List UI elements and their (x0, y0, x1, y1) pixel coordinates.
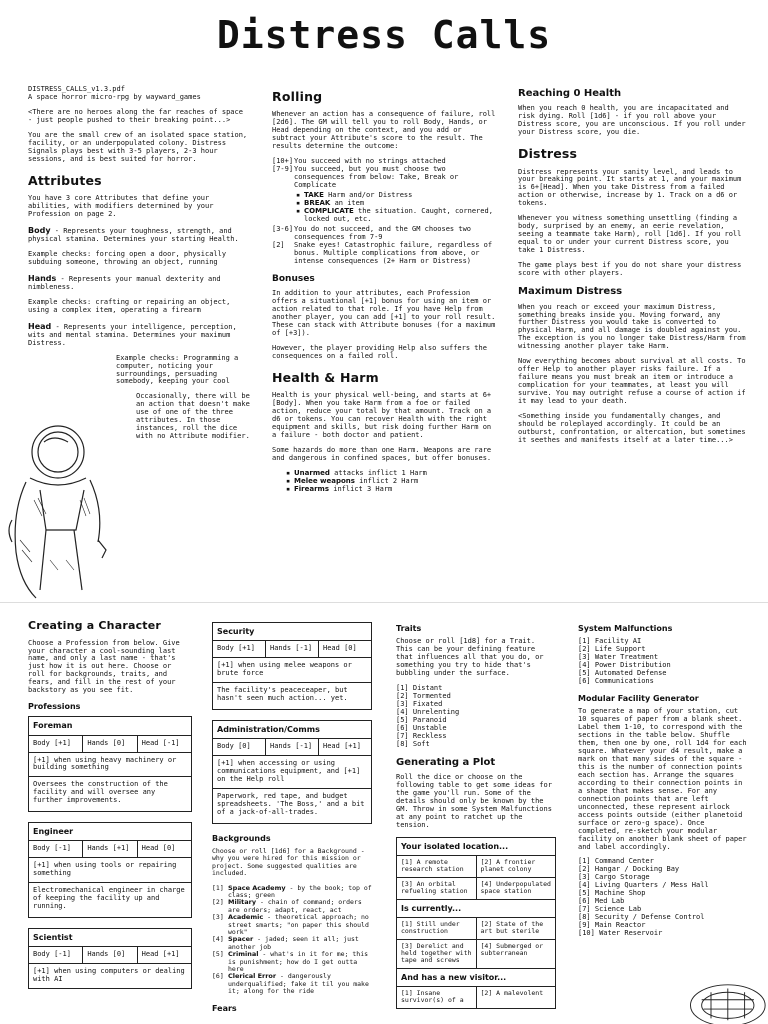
malfunction-item: [1] Facility AI (578, 637, 642, 646)
attributes-heading: Attributes (28, 172, 102, 188)
zero-health-heading: Reaching 0 Health (518, 88, 622, 99)
consequence-complicate: ▪ COMPLICATE the situation. Caught, cornered, locked out, etc. (296, 208, 496, 224)
weapon-list (286, 470, 496, 494)
health-heading: Health & Harm (272, 369, 379, 385)
weapon-unarmed: ▪ Unarmed attacks inflict 1 Harm (286, 470, 496, 478)
malfunctions-column (578, 618, 750, 938)
bonuses-paragraph-2: However, the player providing Help also suffers the consequences on a failed roll. (272, 343, 487, 360)
profession-name: Security (213, 623, 371, 641)
backgrounds-intro: Choose or roll [1d6] for a Background - why you were hired for this mission or project. Some suggested qualities are included. (212, 846, 365, 878)
body-example: Example checks: forcing open a door, physically subduing someone, throwing an object, running (28, 249, 227, 266)
page-title: Distress Calls (216, 13, 552, 57)
max-distress-heading: Maximum Distress (518, 286, 623, 298)
backgrounds-list (212, 885, 372, 996)
max-distress-paragraph-1: When you reach or exceed your maximum Distress, something breaks inside you. Moving forward, any further Distress you would take is converted to physical Harm, and all damage is doubled against you. The exception is you no longer take Distress/Harm from witnessing another player take Harm. (518, 302, 746, 351)
facility-item: [6] Med Lab (578, 897, 625, 906)
visitor-heading: And has a new visitor... (397, 969, 555, 987)
health-paragraph-1: Health is your physical well-being, and starts at 6+[Body]. When you take Harm from a foe or failed action, reduce your total by that amount. Track on a d6 or tokens. You can recover Health with the right equipment and skills, but risk doing further Harm on a failure - both doctor and patient. (272, 390, 492, 439)
spaceship-illustration (680, 968, 768, 1024)
intro-column (28, 86, 250, 448)
bonuses-paragraph-1: In addition to your attributes, each Profession offers a situational [+1] bonus for using an item or action related to that role. If you have Help from another player, you can add [+1] to your roll result. These can stack with Attribute bonuses (for a maximum of [+3]). (272, 288, 496, 337)
profession-security (212, 622, 372, 710)
profession-engineer (28, 822, 192, 918)
background-item: [1] Space Academy - by the book; top of class; green (212, 883, 372, 899)
rolling-heading: Rolling (272, 89, 323, 104)
location-heading: Your isolated location... (397, 838, 555, 856)
plot-paragraph: Roll the dice or choose on the following table to get some ideas for the game you'll run. Some of the details should only be known by the GM. Throw in some System Malfunctions at any point to ratchet up the tension. (396, 773, 552, 829)
profession-name: Administration/Comms (213, 721, 371, 739)
backgrounds-heading: Backgrounds (212, 833, 271, 843)
generator-paragraph: To generate a map of your station, cut 10 squares of paper from a blank sheet. Label them 1-10, to correspond with the sections in the table below. Shuffle them, then one by one, roll 1d4 for each square. Whatever your d4 result, make a mark on that many sides of the square - this is the number of connection points each section has. Arrange the squares according to their connection points in a shape that makes sense. For any connection points that are left unconnected, these represent airlock access points outside (either planetoid surface or zero-g space). Once completed, re-sketch your modular facility on another blank sheet of paper and label accordingly. (578, 707, 747, 851)
facility-item: [8] Security / Defense Control (578, 913, 705, 922)
trait-item: [4] Unrelenting (396, 707, 460, 716)
stat-body: Body [0] (213, 739, 266, 755)
outcome-7-9: [7-9] You succeed, but you must choose two consequences from below: Take, Break or Complicate (272, 165, 459, 189)
facility-item: [7] Science Lab (578, 905, 642, 914)
background-item: [2] Military - chain of command; orders are orders; adapt, react, act (212, 898, 362, 914)
consequence-break: ▪ BREAK an item (296, 200, 496, 208)
distress-paragraph-3: The game plays best if you do not share your distress score with other players. (518, 261, 742, 278)
stat-hands: Hands [-1] (266, 739, 319, 755)
facility-item: [3] Cargo Storage (578, 873, 650, 882)
profession-description: Paperwork, red tape, and budget spreadsheets. 'The Boss,' and a bit of a jack-of-all-trades. (217, 791, 365, 816)
distress-paragraph-2: Whenever you witness something unsettling (finding a body, surprised by an enemy, an eerie revelation, seeing a teammate take Harm), roll [1d6]. If you roll equal to or under your current Distress score, you take 1 Distress. (518, 214, 742, 255)
distress-paragraph-1: Distress represents your sanity level, and leads to your breaking point. It starts at 1, and your maximum is 6+[Head]. When you take Distress from a failed action or otherwise, increase by 1. Track on a d6 or tokens. (518, 167, 742, 208)
no-attribute-note: Occasionally, there will be an action that doesn't make use of one of the three attributes. In those instances, roll the dice with no Attribute modifier. (136, 392, 250, 441)
stat-body: Body [+1] (213, 641, 266, 657)
malfunction-item: [3] Water Treatment (578, 653, 659, 662)
page-divider (0, 602, 768, 603)
stat-body: Body [-1] (29, 841, 83, 857)
profession-description: Oversees the construction of the facility and will oversee any further improvements. (33, 780, 168, 805)
table-row: [1] Insane survivor(s) of a [2] A malevolent (397, 987, 555, 1008)
fears-heading: Fears (212, 1003, 237, 1013)
distress-column (518, 80, 746, 452)
byline: A space horror micro-rpg by wayward_games (28, 92, 201, 101)
profession-scientist (28, 928, 192, 989)
stat-head: Head [0] (323, 644, 357, 653)
outcome-3-6: [3-6] You do not succeed, and the GM chooses two consequences from 7-9 (272, 224, 472, 241)
weapon-melee: ▪ Melee weapons inflict 2 Harm (286, 478, 496, 486)
facility-list (578, 858, 750, 938)
trait-item: [2] Tormented (396, 691, 451, 700)
stat-hands: Hands [-1] (266, 641, 319, 657)
trait-item: [5] Paranoid (396, 715, 447, 724)
health-paragraph-2: Some hazards do more than one Harm. Weapons are rare and dangerous in confined spaces, but offer bonuses. (272, 445, 492, 462)
hands-attribute: Hands - Represents your manual dexterity and nimbleness. (28, 273, 221, 291)
trait-item: [7] Reckless (396, 731, 447, 740)
body-attribute: Body - Represents your toughness, strength, and physical stamina. Determines your starting Health. (28, 225, 239, 243)
consequence-take: ▪ TAKE Harm and/or Distress (296, 192, 496, 200)
plot-heading: Generating a Plot (396, 756, 496, 768)
profession-stats (29, 736, 191, 753)
stat-hands: Hands [+1] (83, 841, 137, 857)
table-row: [1] Still under construction [2] State of the art but sterile (397, 918, 555, 940)
stat-body: Body [-1] (29, 947, 83, 963)
facility-item: [1] Command Center (578, 857, 654, 866)
stat-hands: Hands [0] (83, 736, 137, 752)
malfunction-item: [2] Life Support (578, 645, 646, 654)
bonuses-heading: Bonuses (272, 273, 315, 284)
profession-description: Electromechanical engineer in charge of keeping the facility up and running. (33, 886, 185, 911)
malfunctions-list (578, 638, 750, 686)
stat-head: Head [+1] (323, 742, 361, 751)
max-distress-paragraph-2: Now everything becomes about survival at all costs. To offer Help to another player risks failure. If a failure means you must break an item or introduce a complication for your teammates, at least you will survive. You may outright refuse a course of action if it may lead to your death. (518, 357, 746, 406)
table-row: [3] Derelict and held together with tape and screws [4] Submerged or subterranean (397, 940, 555, 969)
malfunction-item: [6] Communications (578, 676, 654, 685)
background-item: [4] Spacer - jaded; seen it all; just another job (212, 935, 359, 951)
trait-item: [8] Soft (396, 739, 430, 748)
traits-list (396, 685, 556, 749)
stat-head: Head [+1] (141, 950, 180, 959)
head-example: Example checks: Programming a computer, noticing your surroundings, persuading somebody, keeping your cool (116, 353, 239, 386)
plot-table (396, 837, 556, 1009)
facility-item: [9] Main Reactor (578, 921, 646, 930)
profession-name: Engineer (29, 823, 191, 841)
traits-heading: Traits (396, 624, 422, 633)
facility-item: [10] Water Reservoir (578, 929, 663, 938)
malfunction-item: [4] Power Distribution (578, 661, 671, 670)
stat-body: Body [+1] (29, 736, 83, 752)
tagline: <There are no heroes along the far reaches of space - just people pushed to their breaking point...> (28, 107, 243, 124)
malfunctions-heading: System Malfunctions (578, 624, 673, 633)
roll-outcomes (272, 158, 496, 266)
max-distress-paragraph-3: <Something inside you fundamentally changes, and should be roleplayed accordingly. It could be an outburst, confrontation, or altercation, but sometimes it seethes and manifests itself at a later time...> (518, 412, 746, 445)
stat-head: Head [-1] (141, 738, 180, 747)
generator-heading: Modular Facility Generator (578, 693, 699, 703)
rolling-paragraph: Whenever an action has a consequence of failure, roll [2d6]. The GM will tell you to roll Body, Hands, or Head depending on the context, and you add or subtract your Attribute's score to the result. The results determine the outcome: (272, 110, 496, 151)
profession-stats (29, 841, 191, 858)
creating-column (28, 614, 192, 999)
profession-bonus: [+1] when using tools or repairing something (29, 858, 191, 883)
trait-item: [1] Distant (396, 683, 443, 692)
rolling-column (272, 80, 496, 496)
distress-heading: Distress (518, 146, 578, 162)
profession-name: Scientist (29, 929, 191, 947)
attributes-intro: You have 3 core Attributes that define your abilities, with modifiers determined by your Profession on page 2. (28, 194, 214, 218)
head-attribute: Head - Represents your intelligence, perception, wits and mental stamina. Determines your maximum Distress. (28, 321, 237, 347)
profession-stats (213, 641, 371, 658)
profession-stats (29, 947, 191, 964)
creating-heading: Creating a Character (28, 619, 162, 632)
stat-head: Head [0] (141, 844, 176, 853)
zero-health-paragraph: When you reach 0 health, you are incapacitated and risk dying. Roll [1d6] - if you roll above your Distress score, you are unconscious. If you roll under your Distress score, you die. (518, 104, 746, 137)
profession-bonus: [+1] when accessing or using communications equipment, and [+1] on the Help roll (213, 756, 371, 789)
profession-description: The facility's peaceceaper, but hasn't seen much action... yet. (217, 686, 348, 702)
profession-bonus: [+1] when using computers or dealing with AI (33, 967, 185, 984)
filename: DISTRESS_CALLS_v1.3.pdf (28, 85, 125, 93)
intro-paragraph: You are the small crew of an isolated space station, facility, or an underpopulated colony. Distress Signals plays best with 3-5 players, 2-3 hour sessions, and is best suited for horror. (28, 130, 248, 163)
profession-name: Foreman (29, 717, 191, 735)
currently-heading: Is currently... (397, 900, 555, 918)
malfunction-item: [5] Automated Defense (578, 668, 667, 677)
creating-paragraph: Choose a Profession from below. Give your character a cool-sounding last name, and only a last name - that's just how it is out here. Choose or roll for backgrounds, traits, and fears, and fill in the rest of your backstory as you see fit. (28, 638, 180, 695)
astronaut-illustration (0, 420, 110, 600)
profession-foreman (28, 716, 192, 812)
traits-column (396, 618, 556, 1009)
profession-bonus: [+1] when using melee weapons or brute force (213, 658, 371, 683)
profession-bonus: [+1] when using heavy machinery or building something (29, 753, 191, 778)
background-item: [3] Academic - theoretical approach; no street smarts; "on paper this should work" (212, 913, 369, 937)
stat-hands: Hands [0] (83, 947, 137, 963)
weapon-firearms: ▪ Firearms inflict 3 Harm (286, 486, 496, 494)
professions-heading: Professions (28, 702, 81, 712)
trait-item: [6] Unstable (396, 723, 447, 732)
outcome-2: [2] Snake eyes! Catastrophic failure, regardless of bonus. Multiple complications from above, or intense consequences (2+ Harm or Distress) (272, 240, 493, 265)
trait-item: [3] Fixated (396, 699, 443, 708)
hands-example: Example checks: crafting or repairing an object, using a complex item, operating a firearm (28, 297, 231, 314)
background-item: [6] Clerical Error - dangerously underqualified; fake it til you make it; along for the ride (212, 972, 369, 996)
outcome-10-plus: [10+] You succeed with no strings attached (272, 157, 446, 166)
background-item: [5] Criminal - what's in it for me; this is punishment; how do I get outta here (212, 950, 369, 974)
facility-item: [4] Living Quarters / Mess Hall (578, 881, 709, 890)
consequence-list (296, 192, 496, 224)
profession-administration (212, 720, 372, 824)
table-row: [3] An orbital refueling station [4] Underpopulated space station (397, 878, 555, 900)
traits-intro: Choose or roll [1d8] for a Trait. This can be your defining feature that influences all that you do, or something you try to hide that's bubbling under the surface. (396, 637, 544, 677)
table-row: [1] A remote research station [2] A frontier planet colony (397, 856, 555, 878)
professions-column-2 (212, 622, 372, 1018)
profession-stats (213, 739, 371, 756)
facility-item: [5] Machine Shop (578, 889, 646, 898)
facility-item: [2] Hangar / Docking Bay (578, 865, 680, 874)
